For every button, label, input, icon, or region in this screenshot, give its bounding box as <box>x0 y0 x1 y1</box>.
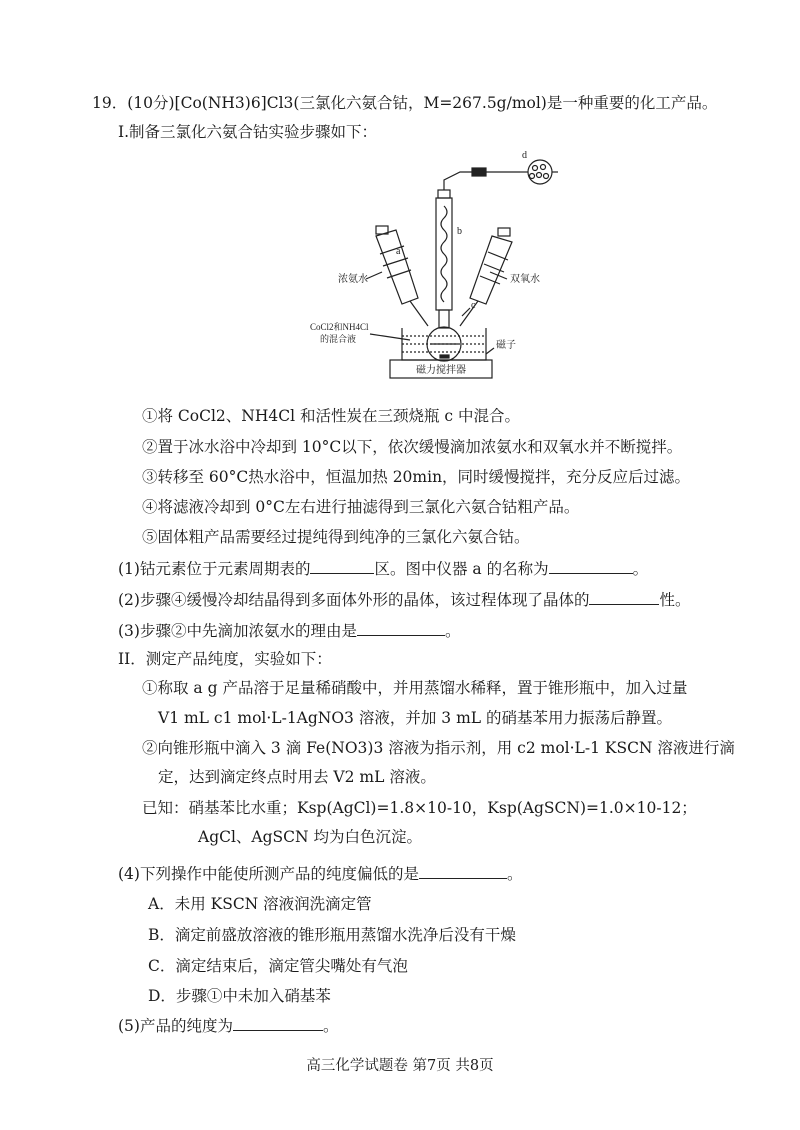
label-mixture-1: CoCl2和NH4Cl <box>310 322 369 332</box>
q4-blank[interactable] <box>419 862 507 879</box>
magnet-bar <box>440 355 449 358</box>
apparatus-diagram <box>310 148 560 386</box>
option-c: C．滴定结束后，滴定管尖嘴处有气泡 <box>148 957 408 975</box>
q1-blank-1[interactable] <box>310 557 374 574</box>
q1-text-b: 区。图中仪器 a 的名称为 <box>374 560 549 578</box>
p2-step1-line1: ①称取 a g 产品溶于足量稀硝酸中，并用蒸馏水稀释，置于锥形瓶中，加入过量 <box>142 679 688 697</box>
drying-tube <box>528 160 552 184</box>
dropping-funnel-left <box>376 226 428 326</box>
step-3: ③转移至 60°C热水浴中，恒温加热 20min，同时缓慢搅拌，充分反应后过滤。 <box>142 468 691 486</box>
q5-text: (5)产品的纯度为 <box>118 1017 233 1035</box>
p2-step2-line2: 定，达到滴定终点时用去 V2 mL 溶液。 <box>158 768 436 786</box>
option-d: D．步骤①中未加入硝基苯 <box>148 987 331 1005</box>
q5 <box>118 1014 338 1037</box>
q5-end: 。 <box>322 1017 339 1035</box>
q2-blank[interactable] <box>589 588 659 605</box>
label-d: d <box>522 150 527 161</box>
q3 <box>118 619 460 642</box>
q1-end: 。 <box>632 560 649 578</box>
q3-text: (3)步骤②中先滴加浓氨水的理由是 <box>118 622 357 640</box>
q1 <box>118 557 648 580</box>
question-header: 19．(10分)[Co(NH3)6]Cl3(三氯化六氨合钴，M=267.5g/mol)是一种重要的化工产品。 <box>92 94 718 112</box>
p2-step2-line1: ②向锥形瓶中滴入 3 滴 Fe(NO3)3 溶液为指示剂，用 c2 mol·L-1 KSCN 溶液进行滴 <box>142 739 735 757</box>
option-b: B．滴定前盛放溶液的锥形瓶用蒸馏水洗净后没有干燥 <box>148 926 516 944</box>
dropping-funnel-right <box>460 228 512 326</box>
q4 <box>118 862 522 885</box>
label-magnet: 磁子 <box>496 340 516 351</box>
label-peroxide: 双氧水 <box>510 274 540 285</box>
q1-text-a: (1)钴元素位于元素周期表的 <box>118 560 311 578</box>
step-5: ⑤固体粗产品需要经过提纯得到纯净的三氯化六氨合钴。 <box>142 528 530 546</box>
known-line1: 已知：硝基苯比水重；Ksp(AgCl)=1.8×10-10，Ksp(AgSCN)=1.0×10-12； <box>142 799 697 817</box>
q1-blank-2[interactable] <box>549 557 633 574</box>
label-a: a <box>396 246 401 257</box>
step-4: ④将滤液冷却到 0°C左右进行抽滤得到三氯化六氨合钴粗产品。 <box>142 498 580 516</box>
page-footer: 高三化学试题卷 第7页 共8页 <box>306 1058 494 1074</box>
step-1: ①将 CoCl2、NH4Cl 和活性炭在三颈烧瓶 c 中混合。 <box>142 407 521 425</box>
label-b: b <box>457 226 462 237</box>
q3-blank[interactable] <box>357 619 445 636</box>
known-line2: AgCl、AgSCN 均为白色沉淀。 <box>198 828 423 846</box>
q2 <box>118 588 690 611</box>
part1-title: I.制备三氯化六氨合钴实验步骤如下： <box>118 123 378 141</box>
apparatus-svg <box>310 148 560 386</box>
label-mixture-2: 的混合液 <box>320 334 357 344</box>
q5-blank[interactable] <box>233 1014 323 1031</box>
label-stirrer: 磁力搅拌器 <box>416 365 466 376</box>
option-a: A．未用 KSCN 溶液润洗滴定管 <box>148 895 372 913</box>
p2-step1-line2: V1 mL c1 mol·L-1AgNO3 溶液，并加 3 mL 的硝基苯用力振荡后静置。 <box>158 709 672 727</box>
label-c: c <box>471 300 476 311</box>
q2-text: (2)步骤④缓慢冷却结晶得到多面体外形的晶体，该过程体现了晶体的 <box>118 591 590 609</box>
label-ammonia: 浓氨水 <box>338 274 368 285</box>
q3-end: 。 <box>444 622 461 640</box>
step-2: ②置于冰水浴中冷却到 10°C以下，依次缓慢滴加浓氨水和双氧水并不断搅拌。 <box>142 438 683 456</box>
q4-text: (4)下列操作中能使所测产品的纯度偏低的是 <box>118 865 419 883</box>
part2-title: II．测定产品纯度，实验如下： <box>118 650 332 668</box>
q2-end: 性。 <box>659 591 691 609</box>
q4-end: 。 <box>506 865 523 883</box>
